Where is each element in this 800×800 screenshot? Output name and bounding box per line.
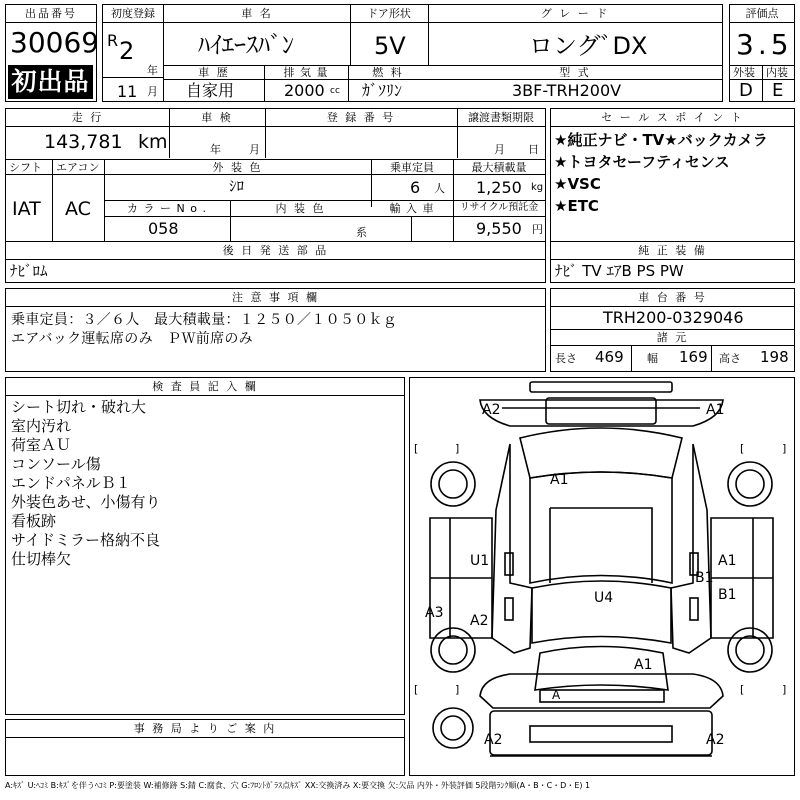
displacement-value: 2000 — [284, 81, 325, 100]
equipment-box — [550, 241, 795, 283]
specs-header: 諸 元 — [656, 331, 689, 344]
capacity-header: 乗車定員 — [390, 161, 434, 174]
cond-label-rear-right: A2 — [706, 732, 725, 748]
car-outline-diagram — [410, 378, 793, 774]
history-header: 車 歴 — [198, 66, 230, 79]
chassis-box — [550, 288, 795, 372]
aircon-header: エアコン — [56, 161, 100, 174]
first-reg-month: 11 — [117, 82, 138, 101]
later-parts-value: ﾅﾋﾞﾛﾑ — [10, 262, 48, 280]
sales-point-1: ★純正ナビ・TV★バックカメラ — [554, 131, 768, 149]
equipment-value: ﾅﾋﾞ TV ｴｱB PS PW — [555, 262, 684, 280]
max-load-value: 1,250 — [476, 178, 522, 197]
recycle-header: リサイクル預託金 — [459, 202, 539, 213]
first-reg-header: 初度登録 — [111, 7, 155, 20]
first-reg-year-unit: 年 — [147, 64, 158, 77]
cond-label-left-slide: U1 — [470, 553, 490, 569]
sales-point-4: ★ETC — [554, 197, 599, 215]
grade-header: グ レ ー ド — [540, 7, 610, 20]
inspector-line-3: 荷室ＡＵ — [11, 436, 72, 454]
aircon-value: AC — [65, 198, 91, 220]
model-value: 3BF-TRH200V — [512, 81, 622, 100]
sales-points-box — [550, 108, 795, 242]
max-load-header: 最大積載量 — [471, 161, 527, 174]
office-header: 事 務 局 よ り ご 案 内 — [133, 722, 277, 735]
cond-label-roof: A1 — [550, 472, 569, 488]
color-no-header: カ ラ ー N o . — [127, 202, 207, 215]
notice-line-1: 乗車定員：３／６人 最大積載量：１２５０／１０５０ｋｇ — [11, 312, 398, 328]
inspector-line-6: 外装色あせ、小傷有り — [11, 493, 161, 511]
recycle-value: 9,550 — [476, 219, 522, 238]
first-reg-year: 2 — [119, 37, 135, 65]
cond-label-right-panel-2: B1 — [718, 587, 737, 603]
mileage-value: 143,781 — [44, 131, 123, 153]
shift-value: IAT — [12, 198, 41, 220]
int-color-header: 内 装 色 — [275, 202, 326, 215]
shift-header: シフト — [9, 161, 42, 174]
transfer-header: 譲渡書類期限 — [468, 111, 534, 124]
history-value: 自家用 — [186, 81, 235, 100]
bracket-right-rear-close: ] — [782, 683, 787, 696]
displacement-unit: cc — [330, 86, 340, 96]
lot-header: 出品番号 — [25, 7, 77, 20]
later-parts-header: 後 日 発 送 部 品 — [222, 244, 329, 257]
inspector-line-5: エンドパネルＢ１ — [11, 474, 131, 492]
inspector-line-4: コンソール傷 — [11, 455, 101, 473]
score-box — [729, 4, 795, 102]
model-header: 型 式 — [559, 66, 591, 79]
fuel-header: 燃 料 — [372, 66, 404, 79]
inspector-line-8: サイドミラー格納不良 — [11, 531, 160, 549]
doors-value: 5V — [374, 32, 406, 60]
notice-box — [5, 288, 546, 372]
length-value: 469 — [595, 348, 624, 366]
import-header: 輸 入 車 — [389, 202, 435, 215]
cond-label-left-quarter: A3 — [425, 605, 444, 621]
bracket-right-front-close: ] — [782, 442, 787, 455]
width-value: 169 — [679, 348, 708, 366]
ext-score-header: 外装 — [733, 66, 755, 79]
bracket-left-front-close: ] — [455, 442, 460, 455]
sales-point-3: ★VSC — [554, 175, 601, 193]
mileage-unit: km — [138, 131, 168, 153]
bracket-left-front-open: [ — [414, 442, 419, 455]
inspector-line-1: シート切れ・破れ大 — [11, 398, 147, 416]
first-reg-box — [102, 4, 164, 102]
car-info-box — [163, 4, 723, 102]
inspector-header: 検 査 員 記 入 欄 — [152, 380, 258, 393]
equipment-header: 純 正 装 備 — [638, 244, 707, 257]
cond-label-rear-left: A2 — [484, 732, 503, 748]
int-color-unit: 系 — [356, 226, 367, 239]
office-box — [5, 719, 405, 776]
notice-header: 注 意 事 項 欄 — [232, 291, 319, 304]
recycle-unit: 円 — [532, 223, 543, 236]
damage-diagram-box — [409, 377, 795, 776]
car-name: ﾊｲｴｰｽﾊﾞﾝ — [198, 31, 294, 59]
inspector-line-9: 仕切棒欠 — [11, 550, 72, 568]
first-reg-month-unit: 月 — [147, 85, 158, 98]
ext-color-header: 外 装 色 — [212, 161, 263, 174]
cond-label-rear-gate: A — [552, 688, 561, 702]
cond-label-front-right: A1 — [706, 402, 725, 418]
cond-label-front-left: A2 — [482, 402, 501, 418]
fuel-value: ｶﾞｿﾘﾝ — [362, 81, 403, 100]
int-score: E — [772, 80, 784, 101]
first-listing-badge: 初出品 — [8, 65, 93, 99]
inspector-line-7: 看板跡 — [11, 512, 57, 530]
width-label: 幅 — [647, 352, 658, 365]
inspection-month-unit: 月 — [249, 143, 260, 156]
displacement-header: 排 気 量 — [283, 66, 329, 79]
notice-line-2: エアバック運転席のみ ＰＷ前席のみ — [11, 331, 253, 347]
lot-box — [5, 4, 100, 102]
cond-label-left-rear-door: A2 — [470, 613, 489, 629]
length-label: 長さ — [555, 352, 577, 365]
doors-header: ドア形状 — [367, 7, 411, 20]
capacity-value: 6 — [410, 178, 421, 197]
reg-number-header: 登 録 番 号 — [326, 111, 396, 124]
details-box — [5, 108, 546, 242]
inspector-line-2: 室内汚れ — [11, 417, 72, 435]
capacity-unit: 人 — [434, 182, 445, 195]
transfer-month-unit: 月 — [494, 143, 505, 156]
car-name-header: 車 名 — [241, 7, 273, 20]
grade-value: ロングﾞDX — [529, 32, 648, 60]
later-parts-box — [5, 241, 546, 283]
bracket-right-rear-open: [ — [740, 683, 745, 696]
height-label: 高さ — [719, 352, 741, 365]
transfer-day-unit: 日 — [528, 143, 539, 156]
legend: A:ｷｽﾞ U:ﾍｺﾐ B:ｷｽﾞを伴うﾍｺﾐ P:要塗装 W:補修跡 S:錆 C:腐食、穴 G:ﾌﾛﾝﾄｶﾞﾗｽ点ｷｽﾞ XX:交換済み X:要交換 欠:欠品 内外・外装評価 5段階ﾗﾝｸ順(A・B・C・D・E) 1 — [5, 781, 591, 790]
first-reg-era: R — [107, 31, 119, 50]
bracket-left-rear-close: ] — [455, 683, 460, 696]
sales-point-2: ★トヨタセーフティセンス — [554, 153, 730, 171]
bracket-left-rear-open: [ — [414, 683, 419, 696]
ext-score: D — [739, 80, 753, 101]
inspection-year-unit: 年 — [210, 143, 221, 156]
sales-points-header: セ ー ル ス ポ イ ン ト — [601, 111, 744, 124]
height-value: 198 — [760, 348, 789, 366]
chassis-value: TRH200-0329046 — [603, 308, 744, 327]
color-no-value: 058 — [148, 219, 179, 238]
cond-label-rear-roof: U4 — [594, 590, 614, 606]
score-value: 3.5 — [736, 28, 793, 61]
int-score-header: 内装 — [766, 66, 788, 79]
ext-color-value: ｼﾛ — [229, 177, 245, 195]
bracket-right-front-open: [ — [740, 442, 745, 455]
cond-label-right-panel-1: B1 — [695, 570, 714, 586]
cond-label-back-glass: A1 — [634, 657, 653, 673]
lot-number: 30069 — [10, 26, 100, 59]
score-header: 評価点 — [745, 7, 779, 20]
chassis-header: 車 台 番 号 — [638, 291, 707, 304]
inspector-box — [5, 377, 405, 715]
cond-label-right-door: A1 — [718, 553, 737, 569]
max-load-unit: kg — [531, 182, 544, 193]
inspection-header: 車 検 — [201, 111, 233, 124]
mileage-header: 走 行 — [71, 111, 104, 124]
